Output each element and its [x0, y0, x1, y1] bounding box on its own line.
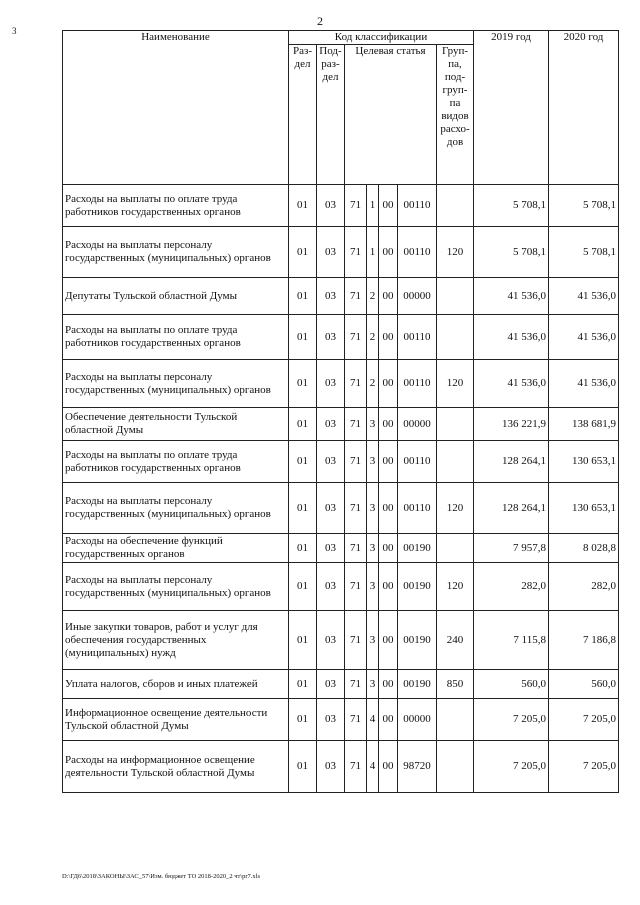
cell-p: 03: [317, 534, 345, 563]
cell-v2020: 41 536,0: [549, 360, 619, 408]
cell-r: 01: [289, 227, 317, 278]
cell-name: Депутаты Тульской областной Думы: [63, 278, 289, 315]
cell-v2020: 138 681,9: [549, 408, 619, 441]
cell-t3: 00: [379, 441, 398, 483]
cell-t4: 00110: [398, 441, 437, 483]
cell-p: 03: [317, 670, 345, 699]
cell-t1: 71: [345, 741, 367, 793]
cell-t1: 71: [345, 185, 367, 227]
header-name: Наименование: [63, 31, 289, 185]
cell-g: [437, 278, 474, 315]
table-row: [63, 360, 619, 408]
cell-g: [437, 534, 474, 563]
cell-r: 01: [289, 670, 317, 699]
cell-name: Информационное освещение деятельности Тульской областной Думы: [63, 699, 289, 741]
cell-v2020: 560,0: [549, 670, 619, 699]
cell-t2: 3: [367, 563, 379, 611]
cell-v2019: 41 536,0: [474, 360, 549, 408]
cell-p: 03: [317, 315, 345, 360]
cell-v2019: 128 264,1: [474, 441, 549, 483]
cell-t3: 00: [379, 227, 398, 278]
cell-v2019: 560,0: [474, 670, 549, 699]
cell-t3: 00: [379, 563, 398, 611]
cell-r: 01: [289, 534, 317, 563]
cell-r: 01: [289, 483, 317, 534]
cell-v2019: 7 957,8: [474, 534, 549, 563]
table-row: [63, 534, 619, 563]
cell-t2: 3: [367, 670, 379, 699]
cell-v2019: 136 221,9: [474, 408, 549, 441]
cell-g: 120: [437, 563, 474, 611]
cell-t3: 00: [379, 699, 398, 741]
cell-g: 120: [437, 483, 474, 534]
cell-t4: 00190: [398, 670, 437, 699]
cell-g: 120: [437, 227, 474, 278]
table-row: [63, 563, 619, 611]
cell-t2: 2: [367, 360, 379, 408]
header-2019: 2019 год: [474, 31, 549, 185]
cell-v2020: 5 708,1: [549, 227, 619, 278]
cell-t4: 00000: [398, 699, 437, 741]
cell-t3: 00: [379, 741, 398, 793]
cell-t2: 3: [367, 483, 379, 534]
cell-v2020: 8 028,8: [549, 534, 619, 563]
cell-p: 03: [317, 441, 345, 483]
header-target: Целевая статья: [345, 45, 437, 185]
cell-v2019: 282,0: [474, 563, 549, 611]
cell-name: Расходы на информационное освещение деятельности Тульской областной Думы: [63, 741, 289, 793]
cell-t1: 71: [345, 699, 367, 741]
cell-r: 01: [289, 278, 317, 315]
cell-g: [437, 315, 474, 360]
cell-t3: 00: [379, 534, 398, 563]
cell-t1: 71: [345, 315, 367, 360]
cell-p: 03: [317, 611, 345, 670]
cell-g: 120: [437, 360, 474, 408]
cell-v2020: 7 186,8: [549, 611, 619, 670]
cell-t4: 00110: [398, 360, 437, 408]
cell-p: 03: [317, 360, 345, 408]
cell-t3: 00: [379, 408, 398, 441]
cell-name: Иные закупки товаров, работ и услуг для обеспечения государственных (муниципальных) нужд: [63, 611, 289, 670]
cell-t4: 00110: [398, 227, 437, 278]
cell-name: Расходы на выплаты по оплате труда работников государственных органов: [63, 185, 289, 227]
cell-r: 01: [289, 408, 317, 441]
table-row: [63, 611, 619, 670]
table-row: [63, 185, 619, 227]
cell-t4: 00110: [398, 185, 437, 227]
file-path-footer: D:\ГД6\2018\ЗАКОНЫ\ЗАС_57\Изм. бюджет ТО 2018-2020_2 чт\pr7.xls: [62, 873, 261, 880]
header-2020: 2020 год: [549, 31, 619, 185]
cell-v2020: 130 653,1: [549, 483, 619, 534]
cell-t1: 71: [345, 534, 367, 563]
cell-t4: 00190: [398, 611, 437, 670]
cell-t2: 3: [367, 408, 379, 441]
page-number: 2: [317, 14, 323, 28]
table-row: [63, 741, 619, 793]
table-row: [63, 670, 619, 699]
cell-t4: 00000: [398, 408, 437, 441]
header-section: Раз- дел: [289, 45, 317, 185]
cell-v2019: 5 708,1: [474, 185, 549, 227]
cell-v2020: 7 205,0: [549, 699, 619, 741]
cell-g: [437, 441, 474, 483]
cell-name: Расходы на выплаты по оплате труда работников государственных органов: [63, 315, 289, 360]
cell-name: Расходы на выплаты персоналу государственных (муниципальных) органов: [63, 483, 289, 534]
cell-t2: 4: [367, 699, 379, 741]
cell-t1: 71: [345, 360, 367, 408]
cell-r: 01: [289, 563, 317, 611]
cell-name: Расходы на обеспечение функций государственных органов: [63, 534, 289, 563]
cell-v2020: 5 708,1: [549, 185, 619, 227]
cell-p: 03: [317, 483, 345, 534]
cell-t2: 1: [367, 227, 379, 278]
cell-t3: 00: [379, 670, 398, 699]
cell-v2020: 282,0: [549, 563, 619, 611]
cell-v2019: 128 264,1: [474, 483, 549, 534]
cell-g: 240: [437, 611, 474, 670]
cell-t1: 71: [345, 441, 367, 483]
cell-r: 01: [289, 315, 317, 360]
cell-r: 01: [289, 360, 317, 408]
cell-t1: 71: [345, 563, 367, 611]
cell-t1: 71: [345, 483, 367, 534]
cell-p: 03: [317, 185, 345, 227]
cell-g: 850: [437, 670, 474, 699]
cell-t1: 71: [345, 278, 367, 315]
cell-name: Расходы на выплаты персоналу государственных (муниципальных) органов: [63, 360, 289, 408]
cell-name: Расходы на выплаты по оплате труда работников государственных органов: [63, 441, 289, 483]
corner-mark: 3: [12, 26, 17, 36]
cell-t3: 00: [379, 185, 398, 227]
cell-t1: 71: [345, 408, 367, 441]
cell-g: [437, 741, 474, 793]
cell-r: 01: [289, 741, 317, 793]
cell-v2020: 41 536,0: [549, 315, 619, 360]
cell-r: 01: [289, 611, 317, 670]
cell-t4: 98720: [398, 741, 437, 793]
cell-p: 03: [317, 408, 345, 441]
cell-r: 01: [289, 441, 317, 483]
cell-t2: 4: [367, 741, 379, 793]
cell-v2020: 41 536,0: [549, 278, 619, 315]
table-row: [63, 441, 619, 483]
cell-t4: 00000: [398, 278, 437, 315]
cell-t2: 2: [367, 278, 379, 315]
cell-t2: 2: [367, 315, 379, 360]
cell-p: 03: [317, 699, 345, 741]
cell-p: 03: [317, 563, 345, 611]
cell-t3: 00: [379, 315, 398, 360]
cell-t2: 3: [367, 611, 379, 670]
cell-v2019: 41 536,0: [474, 278, 549, 315]
cell-t3: 00: [379, 278, 398, 315]
cell-g: [437, 185, 474, 227]
cell-g: [437, 408, 474, 441]
cell-t3: 00: [379, 360, 398, 408]
cell-t3: 00: [379, 611, 398, 670]
cell-t2: 1: [367, 185, 379, 227]
cell-p: 03: [317, 278, 345, 315]
header-code: Код классификации: [289, 31, 474, 45]
cell-t1: 71: [345, 670, 367, 699]
cell-t4: 00110: [398, 315, 437, 360]
table-row: [63, 483, 619, 534]
cell-g: [437, 699, 474, 741]
cell-t3: 00: [379, 483, 398, 534]
table-row: [63, 408, 619, 441]
cell-v2020: 130 653,1: [549, 441, 619, 483]
cell-t1: 71: [345, 227, 367, 278]
cell-v2019: 7 115,8: [474, 611, 549, 670]
cell-name: Расходы на выплаты персоналу государственных (муниципальных) органов: [63, 227, 289, 278]
cell-v2019: 41 536,0: [474, 315, 549, 360]
table-row: [63, 699, 619, 741]
table-row: [63, 227, 619, 278]
header-subsection: Под- раз- дел: [317, 45, 345, 185]
cell-v2019: 7 205,0: [474, 741, 549, 793]
cell-t2: 3: [367, 534, 379, 563]
cell-v2019: 7 205,0: [474, 699, 549, 741]
cell-name: Расходы на выплаты персоналу государственных (муниципальных) органов: [63, 563, 289, 611]
cell-t4: 00190: [398, 534, 437, 563]
cell-r: 01: [289, 699, 317, 741]
cell-name: Обеспечение деятельности Тульской областной Думы: [63, 408, 289, 441]
cell-t1: 71: [345, 611, 367, 670]
cell-t4: 00110: [398, 483, 437, 534]
cell-v2020: 7 205,0: [549, 741, 619, 793]
cell-t4: 00190: [398, 563, 437, 611]
table-row: [63, 315, 619, 360]
budget-table: [62, 30, 619, 793]
cell-v2019: 5 708,1: [474, 227, 549, 278]
header-group: Груп- па, под- груп- па видов расхо- дов: [437, 45, 474, 185]
cell-p: 03: [317, 227, 345, 278]
cell-r: 01: [289, 185, 317, 227]
cell-name: Уплата налогов, сборов и иных платежей: [63, 670, 289, 699]
table-row: [63, 278, 619, 315]
cell-t2: 3: [367, 441, 379, 483]
cell-p: 03: [317, 741, 345, 793]
